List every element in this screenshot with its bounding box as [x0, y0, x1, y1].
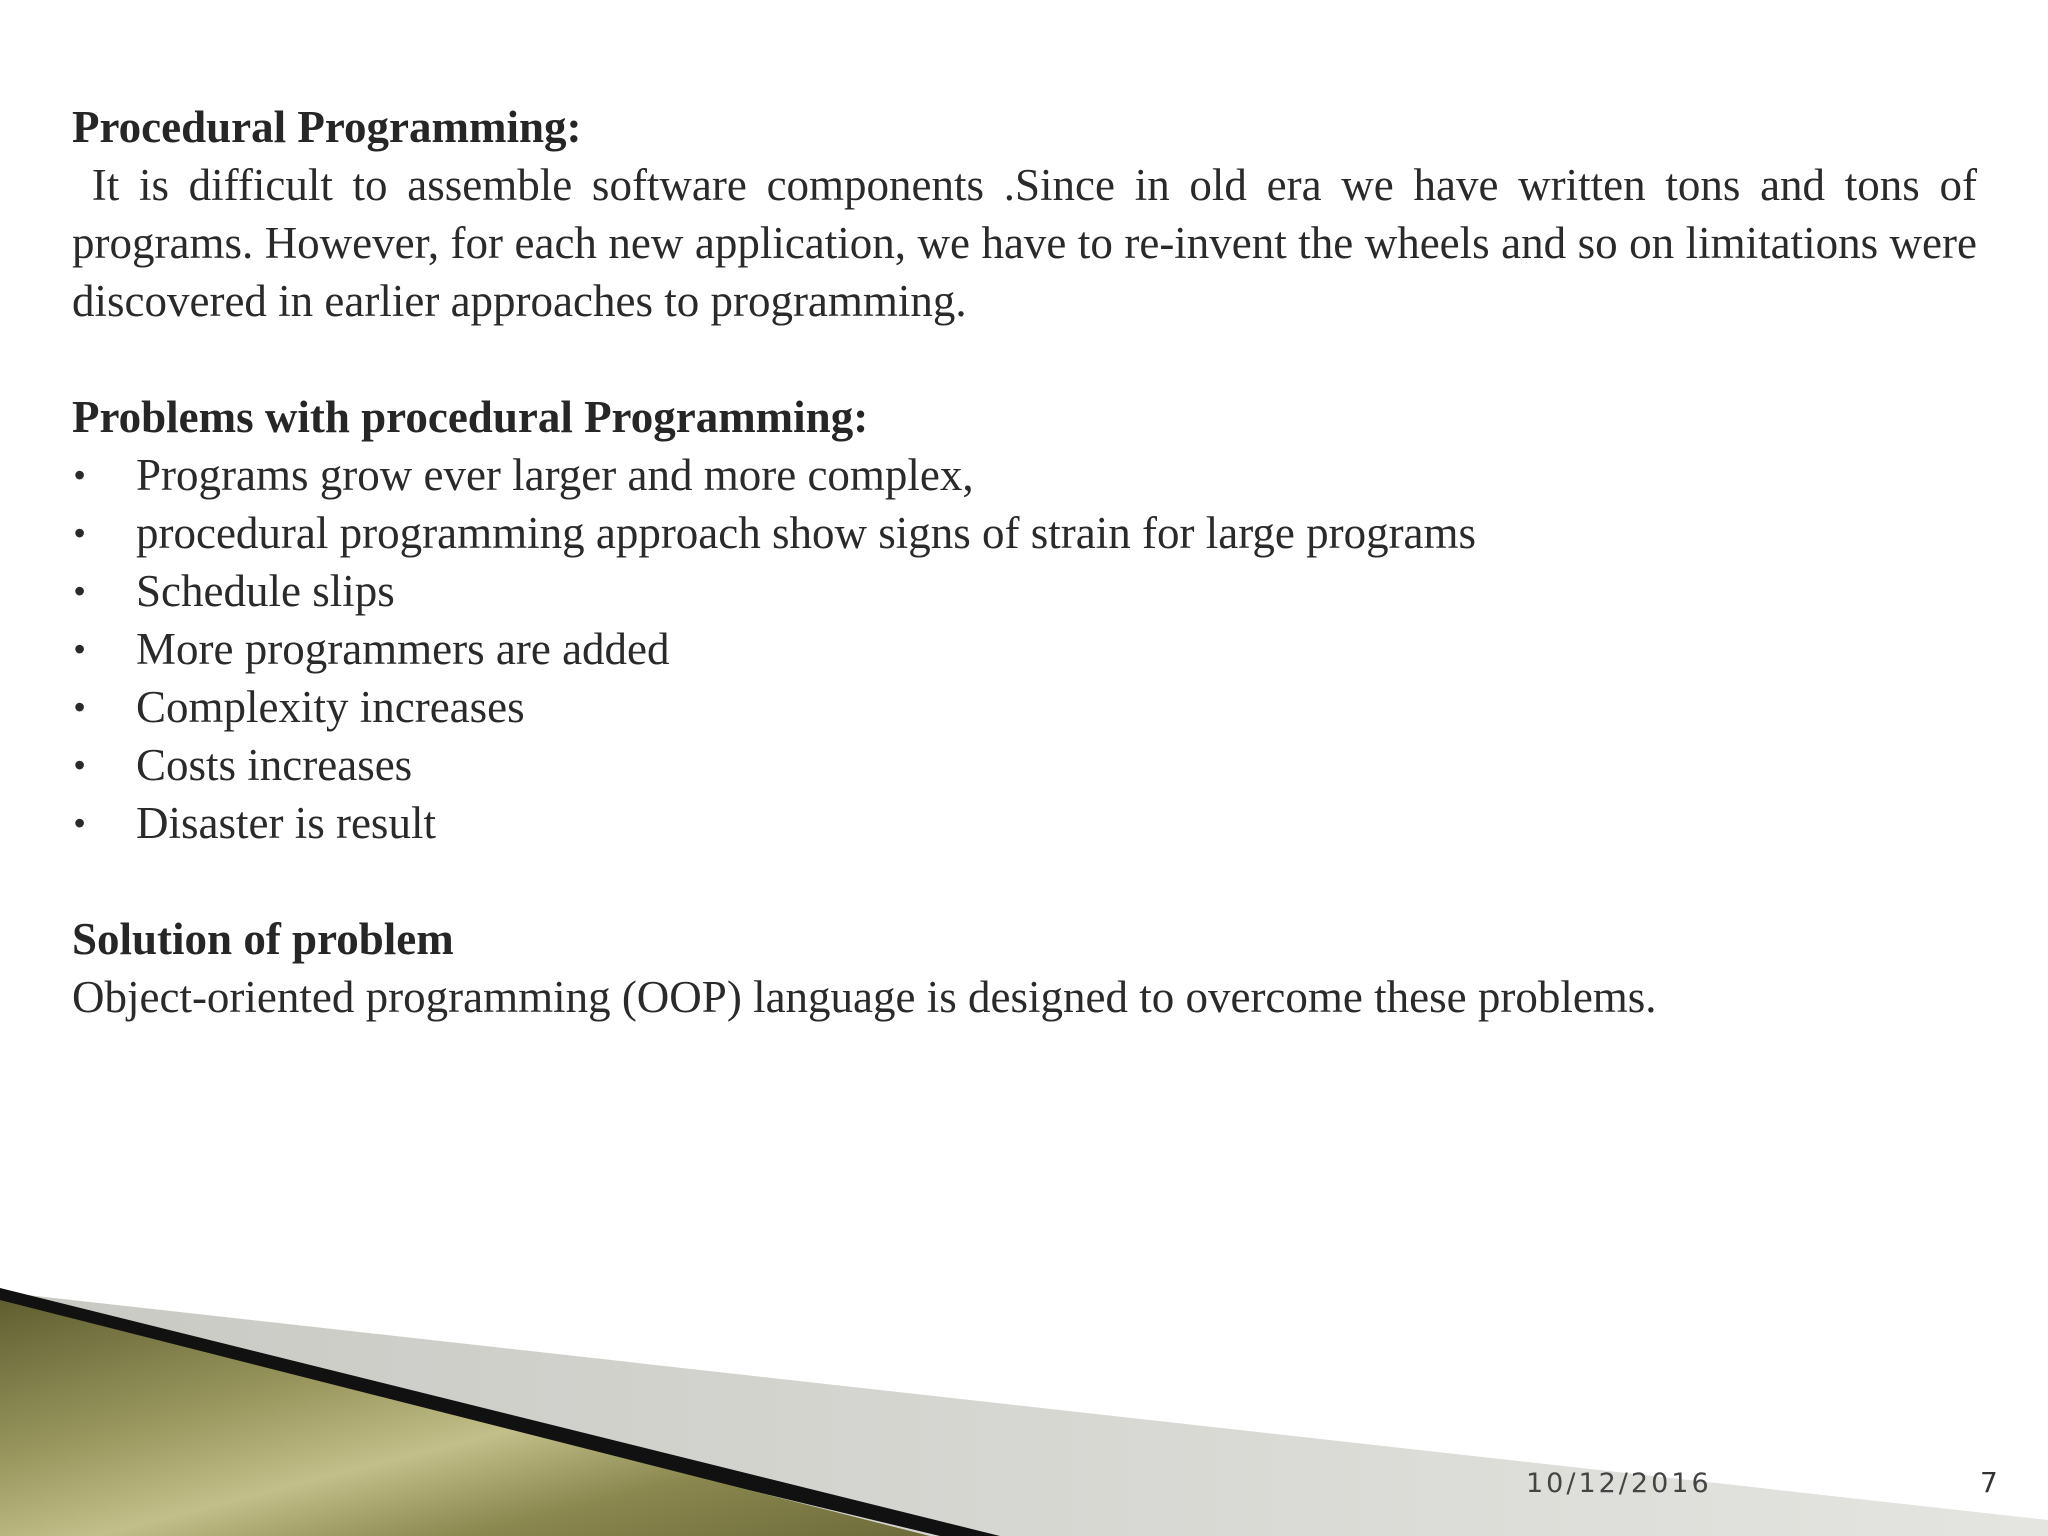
bullet-icon: • — [74, 747, 86, 783]
bullet-icon: • — [74, 805, 86, 841]
list-item — [72, 562, 1977, 620]
list-item-text: Disaster is result — [136, 798, 436, 848]
list-item-text: procedural programming approach show signs of strain for large programs — [136, 508, 1477, 558]
section-heading-problems: Problems with procedural Programming: — [72, 392, 869, 442]
paragraph-text: It is difficult to assemble software components .Since in old era we have written tons and tons of programs. However, for each new application, we have to re-invent the wheels and so on limitations were discovered in earlier approaches to programming. — [72, 160, 1977, 326]
section-heading-solution: Solution of problem — [72, 914, 454, 964]
bullet-icon: • — [74, 631, 86, 667]
list-item — [72, 620, 1977, 678]
bullet-icon: • — [74, 457, 86, 493]
list-item-text: Costs increases — [136, 740, 413, 790]
list-item-text: Complexity increases — [136, 682, 525, 732]
list-item — [72, 446, 1977, 504]
list-item-text: More programmers are added — [136, 624, 670, 674]
list-item-text: Schedule slips — [136, 566, 395, 616]
section-heading-procedural: Procedural Programming: — [72, 102, 582, 152]
list-item — [72, 736, 1977, 794]
page-number: 7 — [1980, 1466, 1998, 1499]
decorative-swoosh — [0, 1280, 2048, 1536]
section-paragraph-procedural — [72, 156, 1977, 330]
section-paragraph-solution: Object-oriented programming (OOP) language is designed to overcome these problems. — [72, 972, 1657, 1022]
bullet-icon: • — [74, 689, 86, 725]
problems-list — [72, 446, 1977, 852]
bullet-icon: • — [74, 573, 86, 609]
list-item — [72, 504, 1977, 562]
bullet-icon: • — [74, 515, 86, 551]
slide-content — [72, 98, 1977, 1026]
footer-date: 10/12/2016 — [1526, 1468, 1712, 1499]
list-item-text: Programs grow ever larger and more complex, — [136, 450, 974, 500]
spacer — [72, 330, 1977, 388]
spacer — [72, 852, 1977, 910]
list-item — [72, 794, 1977, 852]
list-item — [72, 678, 1977, 736]
